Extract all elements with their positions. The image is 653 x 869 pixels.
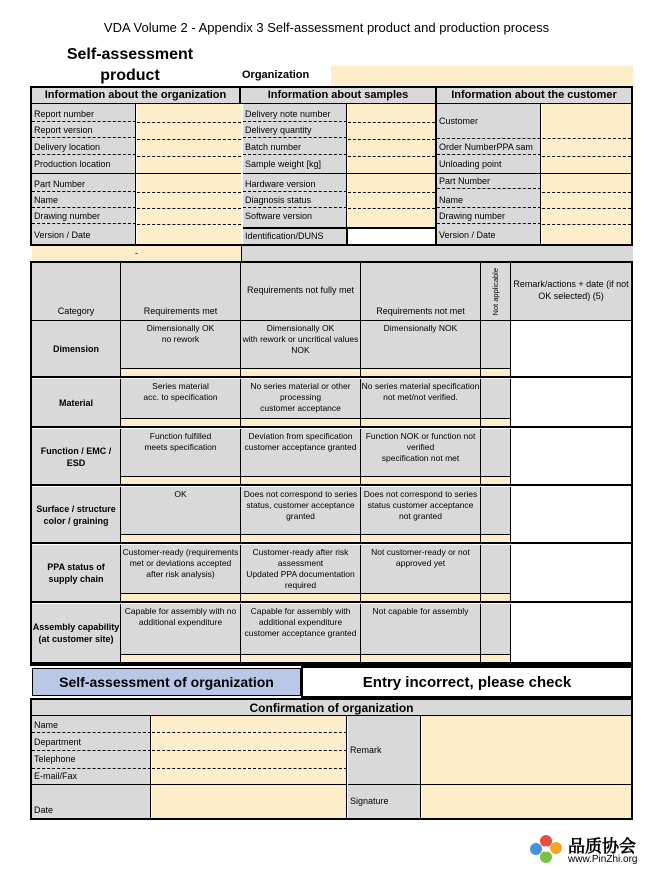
- row-partly-select[interactable]: [241, 476, 361, 486]
- remark-input[interactable]: [422, 716, 631, 784]
- row-met: Series material acc. to specification: [121, 379, 241, 418]
- row-met-select[interactable]: [121, 593, 241, 603]
- row-category: Surface / structure color / graining: [32, 487, 121, 544]
- customer-fields: [437, 104, 631, 244]
- org-fields: [32, 104, 241, 244]
- row-partly-select[interactable]: [241, 418, 361, 428]
- entry-status: Entry incorrect, please check: [301, 666, 633, 698]
- header-na: [481, 263, 511, 321]
- confirmation-field-label: Department: [34, 737, 82, 747]
- row-not-met-select[interactable]: [361, 418, 481, 428]
- row-partly: Capable for assembly with additional expenditure customer acceptance granted: [241, 604, 361, 654]
- row-partly-select[interactable]: [241, 534, 361, 544]
- sample-field-label: Diagnosis status: [243, 193, 347, 208]
- organization-label: Organization: [242, 69, 310, 81]
- form-title-line2: product: [100, 67, 160, 84]
- org-field-label: Report version: [32, 123, 136, 138]
- self-assessment-label: Self-assessment of organization: [32, 668, 301, 696]
- header-na-label: Not applicable: [490, 267, 500, 316]
- customer-field-label: Unloading point: [439, 159, 502, 169]
- row-na: [481, 429, 511, 476]
- section-header-org: Information about the organization: [32, 88, 241, 104]
- row-partly: Customer-ready after risk assessment Updated PPA documentation required: [241, 545, 361, 593]
- row-remark-input[interactable]: [511, 379, 631, 428]
- row-not-met: Not customer-ready or not approved yet: [361, 545, 481, 593]
- sample-field-label: Batch number: [243, 140, 347, 155]
- section-header-customer: Information about the customer: [437, 88, 631, 104]
- row-met: Function fulfilled meets specification: [121, 429, 241, 476]
- org-field-label: Part Number: [32, 177, 136, 192]
- row-not-met-select[interactable]: [361, 654, 481, 664]
- row-na-select[interactable]: [481, 654, 511, 664]
- row-na: [481, 604, 511, 654]
- duns-input[interactable]: [347, 229, 435, 244]
- summary-strip: -: [32, 246, 241, 261]
- row-na-select[interactable]: [481, 418, 511, 428]
- row-na: [481, 545, 511, 593]
- form-title: [40, 44, 220, 86]
- sample-field-label: Hardware version: [243, 177, 347, 192]
- row-not-met: Does not correspond to series status customer acceptance not granted: [361, 487, 481, 534]
- remark-label: Remark: [350, 745, 382, 755]
- confirmation-field-label: Date: [34, 805, 54, 815]
- row-met-select[interactable]: [121, 534, 241, 544]
- sample-field-label: Delivery note number: [243, 107, 347, 122]
- sample-field-label: Software version: [245, 211, 313, 221]
- org-field-label: Delivery location: [32, 140, 136, 155]
- row-remark-input[interactable]: [511, 545, 631, 603]
- row-category: Function / EMC / ESD: [32, 429, 121, 486]
- organization-input[interactable]: [331, 66, 633, 86]
- row-na-select[interactable]: [481, 476, 511, 486]
- row-not-met-select[interactable]: [361, 368, 481, 378]
- sample-field-label: Delivery quantity: [243, 123, 347, 138]
- row-partly: Dimensionally OK with rework or uncritical values NOK: [241, 321, 361, 368]
- org-field-label: Version / Date: [34, 230, 91, 240]
- row-remark-input[interactable]: [511, 321, 631, 378]
- row-partly-select[interactable]: [241, 654, 361, 664]
- row-not-met-select[interactable]: [361, 476, 481, 486]
- org-field-label: Drawing number: [32, 209, 136, 224]
- row-met: Dimensionally OK no rework: [121, 321, 241, 368]
- customer-field-label: Order NumberPPA sam: [437, 140, 541, 155]
- section-header-samples: Information about samples: [241, 88, 437, 104]
- row-met-select[interactable]: [121, 368, 241, 378]
- customer-field-label: Drawing number: [437, 209, 541, 224]
- row-met-select[interactable]: [121, 654, 241, 664]
- header-category: Category: [32, 263, 121, 321]
- row-partly-select[interactable]: [241, 593, 361, 603]
- row-category: Assembly capability (at customer site): [32, 604, 121, 664]
- row-category: Material: [32, 379, 121, 428]
- signature-label: Signature: [350, 796, 389, 806]
- row-not-met: No series material specification not met/not verified.: [361, 379, 481, 418]
- row-partly-select[interactable]: [241, 368, 361, 378]
- row-remark-input[interactable]: [511, 604, 631, 664]
- row-met: OK: [121, 487, 241, 534]
- customer-field-label: Name: [437, 193, 541, 208]
- org-field-label: Name: [32, 193, 136, 208]
- row-na: [481, 379, 511, 418]
- header-not-met: Requirements not met: [361, 263, 481, 321]
- flower-icon: [528, 832, 564, 866]
- org-field-label: Report number: [32, 107, 136, 122]
- confirmation-field-label: Telephone: [34, 754, 76, 764]
- customer-field-label: Customer: [439, 116, 479, 126]
- header-remark: Remark/actions + date (if not OK selected) (5): [511, 263, 631, 321]
- row-met-select[interactable]: [121, 476, 241, 486]
- logo-text: 品质协会: [568, 837, 636, 857]
- row-na: [481, 487, 511, 534]
- sample-field-label: Identification/DUNS: [245, 231, 324, 241]
- row-not-met-select[interactable]: [361, 593, 481, 603]
- row-na-select[interactable]: [481, 534, 511, 544]
- row-not-met: Function NOK or function not verified specification not met: [361, 429, 481, 476]
- document-title: VDA Volume 2 - Appendix 3 Self-assessment product and production process: [103, 20, 550, 35]
- row-category: Dimension: [32, 321, 121, 378]
- row-na-select[interactable]: [481, 593, 511, 603]
- row-partly: No series material or other processing customer acceptance: [241, 379, 361, 418]
- pinzhi-logo: [528, 830, 653, 869]
- summary-strip-gray: [241, 246, 633, 261]
- confirmation-field-label: E-mail/Fax: [34, 771, 78, 781]
- header-met: Requirements met: [121, 263, 241, 321]
- row-remark-input[interactable]: [511, 487, 631, 544]
- row-remark-input[interactable]: [511, 429, 631, 486]
- row-met: Customer-ready (requirements met or deviations accepted after risk analysis): [121, 545, 241, 593]
- row-met: Capable for assembly with no additional expenditure: [121, 604, 241, 654]
- row-not-met: Not capable for assembly: [361, 604, 481, 654]
- org-field-label: Production location: [34, 159, 111, 169]
- row-partly: Does not correspond to series status, customer acceptance granted: [241, 487, 361, 534]
- confirmation-header: Confirmation of organization: [32, 700, 631, 716]
- logo-url: www.PinZhi.org: [568, 854, 638, 865]
- customer-field-label: Version / Date: [439, 230, 496, 240]
- row-category: PPA status of supply chain: [32, 545, 121, 603]
- customer-field-label: Part Number: [437, 174, 541, 189]
- form-title-line1: Self-assessment: [66, 46, 194, 63]
- header-partly: Requirements not fully met: [241, 263, 361, 321]
- sample-fields: [243, 104, 437, 244]
- row-partly: Deviation from specification customer acceptance granted: [241, 429, 361, 476]
- row-na: [481, 321, 511, 368]
- confirmation-field-label: Name: [34, 720, 59, 730]
- row-met-select[interactable]: [121, 418, 241, 428]
- sample-field-label: Sample weight [kg]: [245, 159, 322, 169]
- row-not-met-select[interactable]: [361, 534, 481, 544]
- row-na-select[interactable]: [481, 368, 511, 378]
- signature-input[interactable]: [422, 785, 631, 818]
- row-not-met: Dimensionally NOK: [361, 321, 481, 368]
